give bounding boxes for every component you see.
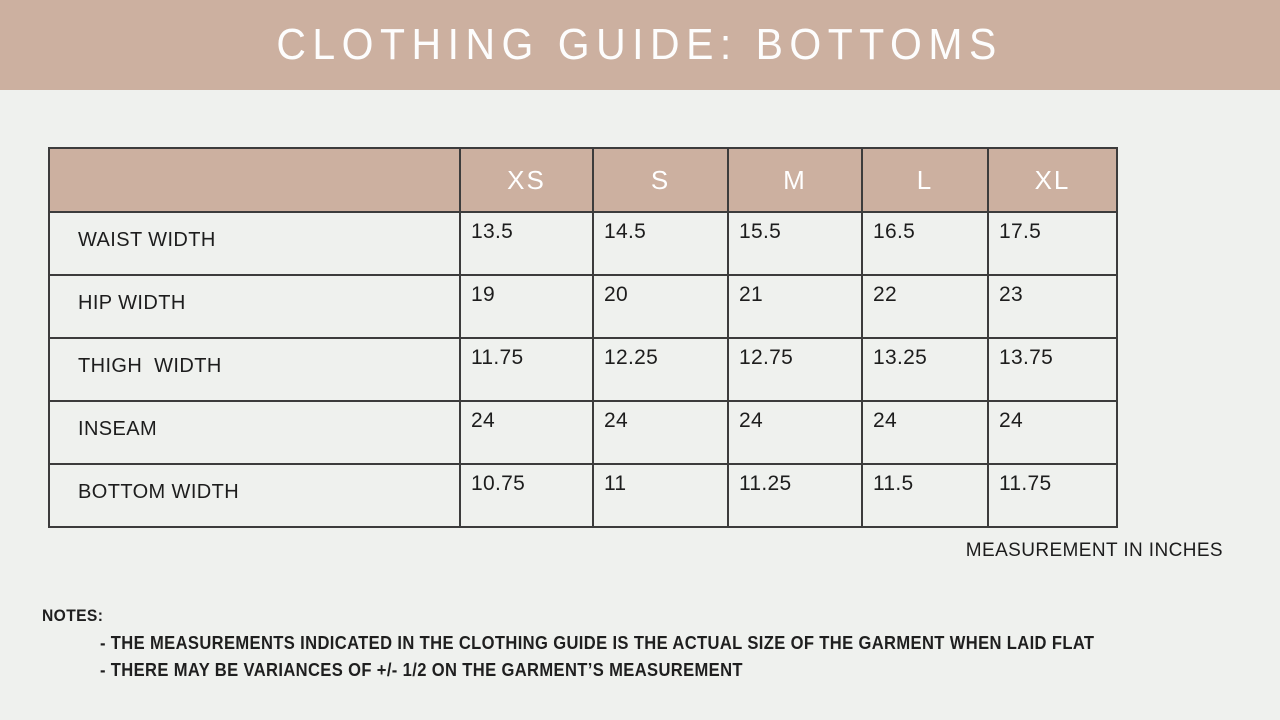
table-row-thigh-width bbox=[49, 338, 1117, 401]
measurement-value: 23 bbox=[988, 275, 1117, 338]
measurement-units-note: MEASUREMENT IN INCHES bbox=[965, 540, 1223, 561]
page-banner bbox=[0, 0, 1280, 90]
notes-heading: NOTES: bbox=[42, 606, 104, 625]
measurement-value: 15.5 bbox=[728, 212, 862, 275]
measurement-value: 24 bbox=[728, 401, 862, 464]
measurement-value: 10.75 bbox=[460, 464, 593, 527]
col-header-xl: XL bbox=[988, 148, 1117, 212]
note-line-1: - THE MEASUREMENTS INDICATED IN THE CLOTHING GUIDE IS THE ACTUAL SIZE OF THE GARMENT WHEN LAID FLAT bbox=[99, 633, 1095, 653]
row-label-waist-width: WAIST WIDTH bbox=[49, 212, 460, 275]
measurement-value: 13.75 bbox=[988, 338, 1117, 401]
measurement-value: 12.25 bbox=[593, 338, 728, 401]
col-header-l: L bbox=[862, 148, 988, 212]
col-header-s: S bbox=[593, 148, 728, 212]
measurement-value: 11.5 bbox=[862, 464, 988, 527]
measurement-value: 17.5 bbox=[988, 212, 1117, 275]
table-row-waist-width bbox=[49, 212, 1117, 275]
measurement-value: 11 bbox=[593, 464, 728, 527]
measurement-value: 21 bbox=[728, 275, 862, 338]
table-row-bottom-width bbox=[49, 464, 1117, 527]
measurement-value: 24 bbox=[862, 401, 988, 464]
measurement-value: 12.75 bbox=[728, 338, 862, 401]
measurement-value: 19 bbox=[460, 275, 593, 338]
row-label-hip-width: HIP WIDTH bbox=[49, 275, 460, 338]
measurement-value: 22 bbox=[862, 275, 988, 338]
measurement-value: 14.5 bbox=[593, 212, 728, 275]
measurement-value: 11.75 bbox=[988, 464, 1117, 527]
row-label-thigh-width: THIGH WIDTH bbox=[49, 338, 460, 401]
size-guide-table bbox=[48, 147, 1118, 528]
table-row-hip-width bbox=[49, 275, 1117, 338]
col-header-xs: XS bbox=[460, 148, 593, 212]
corner-cell bbox=[49, 148, 460, 212]
row-label-inseam: INSEAM bbox=[49, 401, 460, 464]
measurement-value: 11.25 bbox=[728, 464, 862, 527]
col-header-m: M bbox=[728, 148, 862, 212]
page-title: CLOTHING GUIDE: BOTTOMS bbox=[276, 20, 1004, 69]
measurement-value: 13.5 bbox=[460, 212, 593, 275]
table-row-inseam bbox=[49, 401, 1117, 464]
measurement-value: 11.75 bbox=[460, 338, 593, 401]
measurement-value: 24 bbox=[460, 401, 593, 464]
note-line-2: - THERE MAY BE VARIANCES OF +/- 1/2 ON THE GARMENT’S MEASUREMENT bbox=[99, 660, 743, 680]
measurement-value: 24 bbox=[593, 401, 728, 464]
measurement-value: 13.25 bbox=[862, 338, 988, 401]
notes-section bbox=[42, 606, 1238, 687]
measurement-value: 20 bbox=[593, 275, 728, 338]
row-label-bottom-width: BOTTOM WIDTH bbox=[49, 464, 460, 527]
measurement-value: 16.5 bbox=[862, 212, 988, 275]
measurement-value: 24 bbox=[988, 401, 1117, 464]
table-header-row bbox=[49, 148, 1117, 212]
